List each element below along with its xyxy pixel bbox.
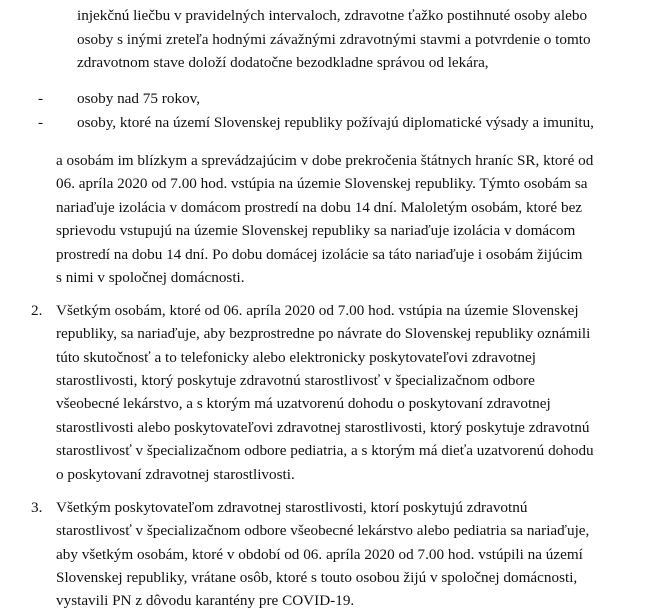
list-item-line: starostlivosť v špecializačnom odbore všeobecné lekárstvo alebo pediatria sa nariaďuje, <box>56 522 590 539</box>
list-item-line: starostlivosť v špecializačnom odbore pediatria, a s ktorým má dieťa uzatvorenú dohodu <box>56 442 594 459</box>
bullet-continuation-line: zdravotnom stave doloží dodatočne bezodkladne správou od lekára, <box>77 54 489 71</box>
paragraph-line <box>56 152 624 170</box>
list-item-line: Slovenskej republiky, vrátane osôb, ktoré s touto osobou žijú v spoločnej domácnosti, <box>56 569 578 586</box>
paragraph-line: sprievodu vstupujú na územie Slovenskej republiky sa nariaďuje izolácia v domácom <box>56 222 576 239</box>
bullet-continuation-line: osoby s inými zreteľa hodnými závažnými zdravotnými stavmi a potvrdenie o tomto <box>77 31 591 48</box>
list-item-line: o poskytovaní zdravotnej starostlivosti. <box>56 466 295 483</box>
list-item-number: 3. <box>31 499 43 516</box>
list-item-line: starostlivosti alebo poskytovateľovi zdravotnej starostlivosti, ktorý poskytuje zdravotnú <box>56 419 590 436</box>
list-item-line: aby všetkým osobám, ktoré v období od 06. apríla 2020 od 7.00 hod. vstúpili na území <box>56 546 583 563</box>
paragraph-line: prostredí na dobu 14 dní. Po dobu domácej izolácie sa táto nariaďuje i osobám žijúcim <box>56 246 583 263</box>
list-item-line: starostlivosti, ktorý poskytuje zdravotnú starostlivosť v špecializačnom odbore <box>56 372 535 389</box>
paragraph-line: nariaďuje izolácia v domácom prostredí na dobu 14 dní. Maloletým osobám, ktoré bez <box>56 199 583 216</box>
bullet-marker: - <box>38 90 44 107</box>
bullet-text: osoby, ktoré na území Slovenskej republiky požívajú diplomatické výsady a imunitu, <box>77 114 594 131</box>
paragraph-text: a osobám im blízkym a sprevádzajúcim v dobe prekročenia štátnych hraníc SR, ktoré od <box>56 152 594 169</box>
paragraph-line: 06. apríla 2020 od 7.00 hod. vstúpia na územie Slovenskej republiky. Týmto osobám sa <box>56 175 588 192</box>
list-item-line: všeobecné lekárstvo, a s ktorým má uzatvorenú dohodu o poskytovaní zdravotnej <box>56 395 551 412</box>
list-item-line: Všetkým poskytovateľom zdravotnej starostlivosti, ktorí poskytujú zdravotnú <box>56 499 528 516</box>
list-item-line: túto skutočnosť a to telefonicky alebo elektronicky poskytovateľovi zdravotnej <box>56 349 536 366</box>
list-item-line: vystavili PN z dôvodu karantény pre COVID-19. <box>56 592 355 609</box>
bullet-text: osoby nad 75 rokov, <box>77 90 201 107</box>
bullet-continuation-line: injekčnú liečbu v pravidelných intervaloch, zdravotne ťažko postihnuté osoby alebo <box>77 7 588 24</box>
list-item-number: 2. <box>31 302 43 319</box>
list-item-line: republiky, sa nariaďuje, aby bezprostredne po návrate do Slovenskej republiky oznámili <box>56 325 591 342</box>
bullet-marker: - <box>38 114 44 131</box>
list-item-line: Všetkým osobám, ktoré od 06. apríla 2020 od 7.00 hod. vstúpia na územie Slovenskej <box>56 302 579 319</box>
paragraph-line: s nimi v spoločnej domácnosti. <box>56 269 245 286</box>
